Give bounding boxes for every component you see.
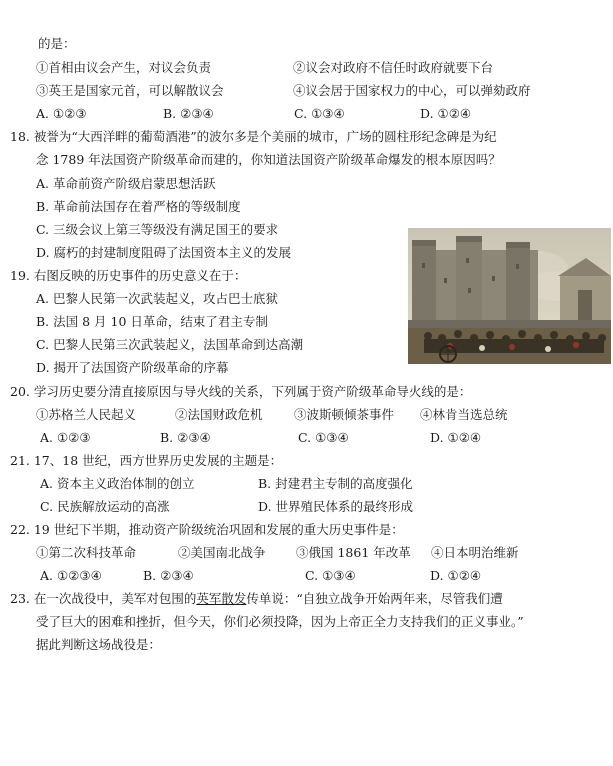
q18-option-c: C. 三级会议上第三等级没有满足国王的要求 <box>36 222 279 237</box>
prev-choice-b: B. ②③④ <box>163 106 214 121</box>
q21-option-c: C. 民族解放运动的高涨 <box>40 499 170 514</box>
q18-stem-line2: 念 1789 年法国资产阶级革命而建的，你知道法国资产阶级革命爆发的根本原因吗？ <box>36 152 501 167</box>
q19-option-a: A. 巴黎人民第一次武装起义，攻占巴士底狱 <box>36 291 278 306</box>
prev-option-2: ②议会对政府不信任时政府就要下台 <box>293 60 494 75</box>
q21-option-d: D. 世界殖民体系的最终形成 <box>258 499 414 514</box>
prev-choice-d: D. ①②④ <box>420 106 472 121</box>
q18-option-b: B. 革命前法国存在着严格的等级制度 <box>36 199 241 214</box>
q22-item-2: ②美国南北战争 <box>178 545 266 560</box>
q18-stem-line1: 18. 被誉为“大西洋畔的葡萄酒港”的波尔多是个美丽的城市，广场的圆柱形纪念碑是为纪 <box>10 129 497 144</box>
q23-stem-line3: 据此判断这场战役是： <box>36 637 162 652</box>
prev-option-3: ③英王是国家元首，可以解散议会 <box>36 83 224 98</box>
q22-stem: 22. 19 世纪下半期，推动资产阶级统治巩固和发展的重大历史事件是： <box>10 522 404 537</box>
prev-option-1: ①首相由议会产生，对议会负责 <box>36 60 212 75</box>
q23-stem-underlined: 英军散发 <box>196 591 247 606</box>
q20-item-4: ④林肯当选总统 <box>420 407 508 422</box>
q23-stem-part-b: 传单说：“自独立战争开始两年来，尽管我们遭 <box>246 591 503 606</box>
q18-option-a: A. 革命前资产阶级启蒙思想活跃 <box>36 176 216 191</box>
q22-item-4: ④日本明治维新 <box>431 545 519 560</box>
q22-choice-b: B. ②③④ <box>143 568 194 583</box>
q20-choice-a: A. ①②③ <box>40 430 91 445</box>
q23-stem-line1 <box>10 591 503 607</box>
q19-option-c: C. 巴黎人民第三次武装起义，法国革命到达高潮 <box>36 337 304 352</box>
q20-choice-d: D. ①②④ <box>430 430 482 445</box>
q22-choice-c: C. ①③④ <box>305 568 356 583</box>
q20-choice-c: C. ①③④ <box>298 430 349 445</box>
q21-stem: 21. 17、18 世纪，西方世界历史发展的主题是： <box>10 453 283 468</box>
q22-item-1: ①第二次科技革命 <box>36 545 137 560</box>
q19-stem: 19. 右图反映的历史事件的历史意义在于： <box>10 268 247 283</box>
q22-item-3: ③俄国 1861 年改革 <box>296 545 411 560</box>
q19-option-b: B. 法国 8 月 10 日革命，结束了君主专制 <box>36 314 268 329</box>
bastille-painting <box>408 228 611 364</box>
prev-option-4: ④议会居于国家权力的中心，可以弹劾政府 <box>293 83 531 98</box>
prev-choice-a: A. ①②③ <box>36 106 87 121</box>
q23-stem-part-a: 23. 在一次战役中，美军对包围的 <box>10 591 197 606</box>
q20-item-1: ①苏格兰人民起义 <box>36 407 137 422</box>
q20-choice-b: B. ②③④ <box>160 430 211 445</box>
q20-item-2: ②法国财政危机 <box>175 407 263 422</box>
q23-stem-line2: 受了巨大的困难和挫折，但今天，你们必须投降，因为上帝正全力支持我们的正义事业。” <box>36 614 524 629</box>
prev-choice-c: C. ①③④ <box>294 106 345 121</box>
q19-option-d: D. 揭开了法国资产阶级革命的序幕 <box>36 360 229 375</box>
prev-stem-end: 的是： <box>38 36 76 51</box>
q18-option-d: D. 腐朽的封建制度阻碍了法国资本主义的发展 <box>36 245 292 260</box>
q20-stem: 20. 学习历史要分清直接原因与导火线的关系，下列属于资产阶级革命导火线的是： <box>10 384 472 399</box>
q21-option-a: A. 资本主义政治体制的创立 <box>40 476 195 491</box>
q22-choice-a: A. ①②③④ <box>40 568 102 583</box>
q22-choice-d: D. ①②④ <box>430 568 482 583</box>
q20-item-3: ③波斯顿倾茶事件 <box>294 407 395 422</box>
q21-option-b: B. 封建君主专制的高度强化 <box>258 476 413 491</box>
